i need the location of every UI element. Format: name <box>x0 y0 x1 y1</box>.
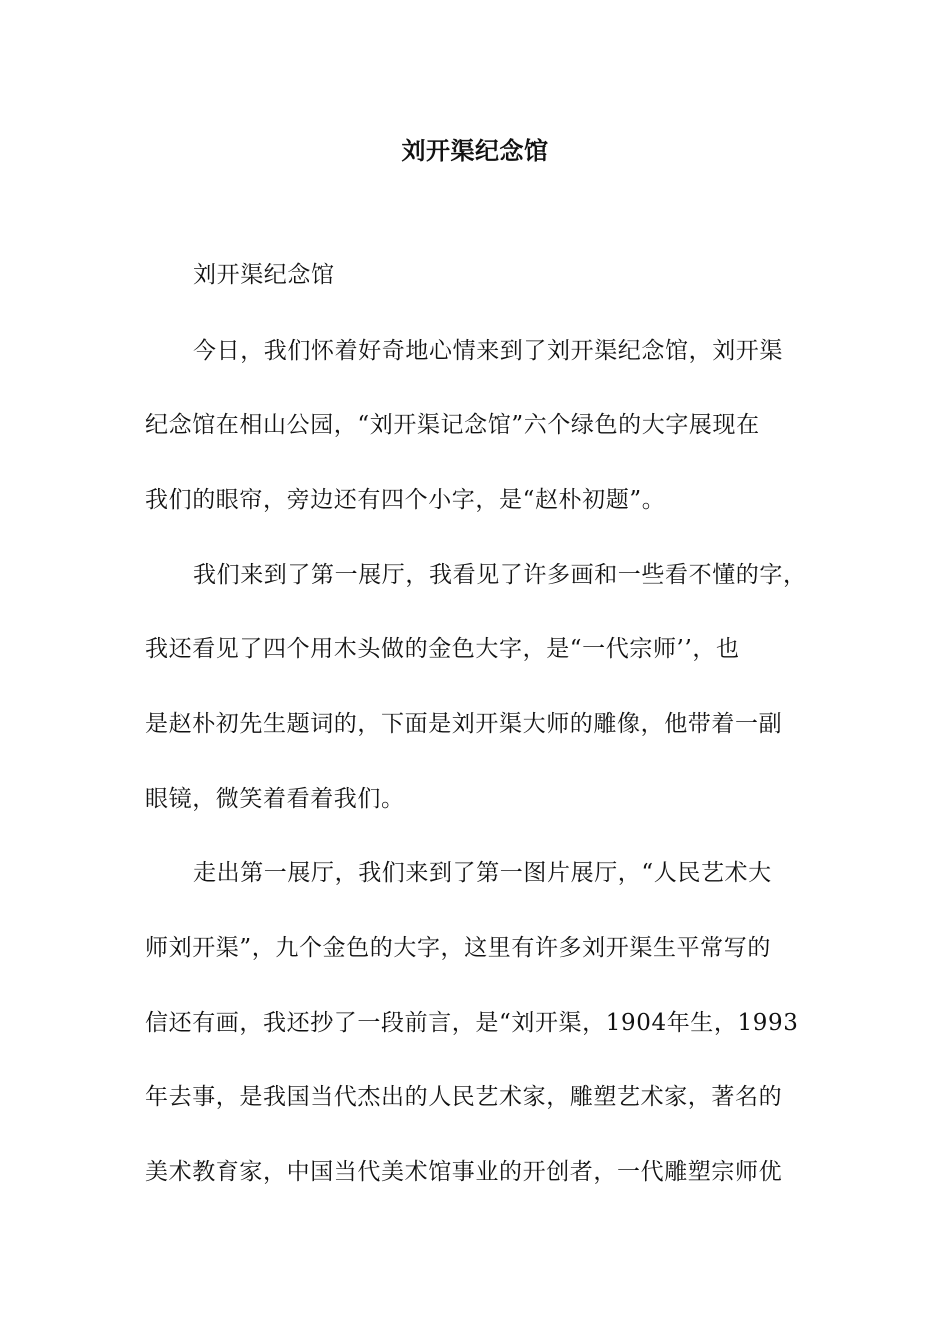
paragraph-line: 年去事，是我国当代杰出的人民艺术家，雕塑艺术家，著名的 <box>145 1084 783 1110</box>
paragraph-line: 走出第一展厅，我们来到了第一图片展厅，“人民艺术大 <box>193 860 772 886</box>
paragraph-line: 师刘开渠”，九个金色的大字，这里有许多刘开渠生平常写的 <box>145 935 771 961</box>
page-title: 刘开渠纪念馆 <box>401 137 549 165</box>
paragraph-line: 纪念馆在相山公园，“刘开渠记念馆”六个绿色的大字展现在 <box>145 412 760 438</box>
paragraph-line: 信还有画，我还抄了一段前言，是“刘开渠，1904年生，1993 <box>145 1010 799 1036</box>
paragraph-line: 是赵朴初先生题词的，下面是刘开渠大师的雕像，他带着一副 <box>145 711 783 737</box>
paragraph-line: 今日，我们怀着好奇地心情来到了刘开渠纪念馆，刘开渠 <box>193 338 783 364</box>
paragraph-line: 我还看见了四个用木头做的金色大字，是“一代宗师’’，也 <box>145 636 740 662</box>
paragraph-line: 我们来到了第一展厅，我看见了许多画和一些看不懂的字， <box>193 562 807 588</box>
paragraph-line: 刘开渠纪念馆 <box>193 262 335 288</box>
paragraph-line: 眼镜，微笑着看着我们。 <box>145 786 405 812</box>
paragraph-line: 美术教育家，中国当代美术馆事业的开创者，一代雕塑宗师优 <box>145 1159 783 1185</box>
paragraph-line: 我们的眼帘，旁边还有四个小字，是“赵朴初题”。 <box>145 487 666 513</box>
